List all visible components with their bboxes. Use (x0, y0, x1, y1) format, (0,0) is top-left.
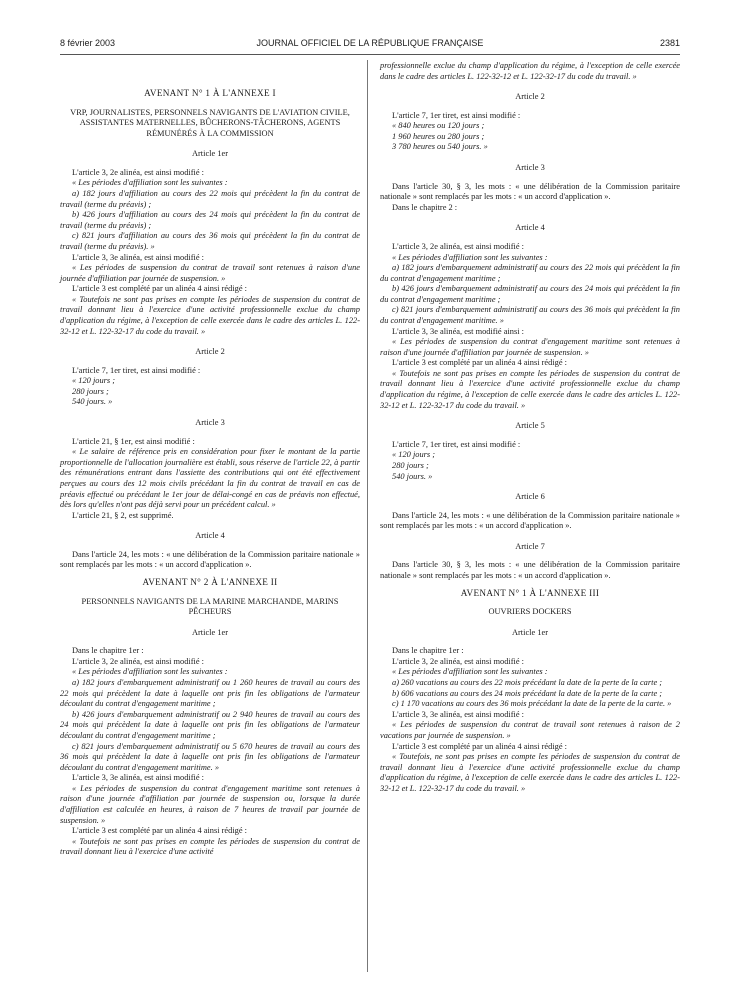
paragraph: « Le salaire de référence pris en considération pour fixer le montant de la partie proportionnelle de l'allocation journalière est établi, sous réserve de l'article 22, à partir des rémunérations entrant dans l'assiette des contributions qui ont été effectivement perçues au cours des 12 mois civils précédant la fin du contrat de travail en cas de préavis effectué ou précédant le 1er jour de délai-congé en cas de préavis non effectué, dès lors qu'elles n'ont pas déjà servi pour un précédent calcul. » (60, 447, 360, 510)
paragraph: L'article 3, 3e alinéa, est ainsi modifié : (72, 252, 204, 262)
publication-date: 8 février 2003 (60, 38, 116, 48)
paragraph: c) 821 jours d'embarquement administratif au cours des 36 mois qui précèdent la fin du contrat d'engagement maritime. » (380, 305, 680, 325)
paragraph: L'article 3, 2e alinéa, est ainsi modifié : (72, 167, 204, 177)
paragraph: L'article 3 est complété par un alinéa 4 ainsi rédigé : (392, 741, 567, 751)
header-rule (60, 54, 680, 55)
paragraph: « Toutefois ne sont pas prises en compte les périodes de suspension du contrat de travail donnant lieu à l'exercice d'une activité (60, 836, 360, 857)
paragraph: L'article 3, 2e alinéa, est ainsi modifié : (72, 656, 204, 666)
paragraph: b) 606 vacations au cours des 24 mois précédant la date de la perte de la carte ; (392, 688, 663, 698)
paragraph: « Les périodes de suspension du contrat d'engagement maritime sont retenues à raison d'une journée d'affiliation par journée de suspension. » (380, 337, 680, 357)
paragraph: a) 182 jours d'embarquement administratif ou 1 260 heures de travail au cours des 22 mois qui précèdent la date à laquelle ont pris fin les obligations de l'armateur découlant du contrat d'engagement maritime ; (60, 678, 360, 709)
paragraph: Dans l'article 30, § 3, les mots : « une délibération de la Commission paritaire nationale » sont remplacés par les mots : « un accord d'application ». (380, 181, 680, 202)
paragraph: L'article 3 est complété par un alinéa 4 ainsi rédigé : (392, 358, 567, 368)
paragraph: Dans l'article 24, les mots : « une délibération de la Commission paritaire nationale » sont remplacés par les mots : « un accord d'application ». (380, 510, 680, 531)
paragraph: a) 260 vacations au cours des 22 mois précédant la date de la perte de la carte ; (392, 678, 663, 688)
paragraph: L'article 21, § 1er, est ainsi modifié : (72, 436, 195, 446)
article-title: Article 3 (515, 163, 545, 173)
article-title: Article 5 (515, 421, 545, 431)
paragraph: « Toutefois ne sont pas prises en compte les périodes de suspension du contrat de travail donnant lieu à l'exercice d'une activité professionnelle exclue du champ d'application du régime, à l'exception de celle exercée dans le cadre des articles L. 122-32-12 et L. 122-32-17 du code du travail. » (380, 368, 680, 410)
paragraph: Dans le chapitre 2 : (392, 202, 458, 212)
paragraph: L'article 3, 3e alinéa, est ainsi modifié : (72, 773, 204, 783)
avenant-title: AVENANT N° 1 À L'ANNEXE III (460, 587, 600, 598)
avenant-heading: OUVRIERS DOCKERS (488, 607, 572, 617)
paragraph: 1 960 heures ou 280 jours ; (392, 131, 485, 141)
journal-title: JOURNAL OFFICIEL DE LA RÉPUBLIQUE FRANÇAISE (256, 38, 484, 48)
paragraph: b) 426 jours d'embarquement administratif au cours des 24 mois qui précèdent la fin du contrat d'engagement maritime ; (380, 284, 680, 304)
paragraph: c) 1 170 vacations au cours des 36 mois précédant la date de la perte de la carte. » (392, 699, 672, 709)
paragraph: L'article 21, § 2, est supprimé. (72, 510, 174, 520)
paragraph: « 120 jours ; (392, 450, 436, 460)
paragraph: 540 jours. » (392, 471, 433, 481)
paragraph: « Les périodes de suspension du contrat de travail sont retenues à raison d'une journée d'affiliation par journée de suspension. » (60, 263, 360, 283)
article-title: Article 4 (195, 531, 225, 541)
page-number: 2381 (659, 38, 680, 48)
paragraph: L'article 3 est complété par un alinéa 4 ainsi rédigé : (72, 826, 247, 836)
right-column (380, 61, 680, 794)
paragraph: b) 426 jours d'embarquement administratif ou 2 940 heures de travail au cours des 24 mois qui précèdent la date à laquelle ont pris fin les obligations de l'armateur découlant du contrat d'engagement maritime ; (60, 709, 360, 740)
paragraph: c) 821 jours d'affiliation au cours des 36 mois qui précèdent la fin du contrat de travail (terme du préavis). » (60, 231, 360, 251)
paragraph: « Les périodes d'affiliation sont les suivantes : (392, 252, 548, 262)
paragraph: « Les périodes d'affiliation sont les suivantes : (392, 667, 548, 677)
paragraph: « 120 jours ; (72, 376, 116, 386)
article-title: Article 7 (515, 541, 545, 551)
avenant-heading: VRP, JOURNALISTES, PERSONNELS NAVIGANTS DE L'AVIATION CIVILE, ASSISTANTES MATERNELLES, BÛCHERONS-TÂCHERONS, AGENTS RÉMUNÉRÉS À LA COMMISSION (70, 107, 350, 138)
paragraph: professionnelle exclue du champ d'application du régime, à l'exception de celle exercée dans le cadre des articles L. 122-32-12 et L. 122-32-17 du code du travail. » (380, 61, 680, 81)
paragraph: L'article 3, 3e alinéa, est ainsi modifié : (392, 709, 524, 719)
paragraph: « 840 heures ou 120 jours ; (392, 121, 485, 131)
paragraph: L'article 7, 1er tiret, est ainsi modifié : (392, 110, 521, 120)
article-title: Article 4 (515, 223, 545, 233)
paragraph: b) 426 jours d'affiliation au cours des 24 mois qui précèdent la fin du contrat de travail (terme du préavis) ; (60, 210, 360, 230)
paragraph: 540 jours. » (72, 397, 113, 407)
paragraph: « Les périodes d'affiliation sont les suivantes : (72, 667, 228, 677)
column-divider (367, 60, 368, 972)
paragraph: L'article 3, 3e alinéa, est modifié ainsi : (392, 326, 524, 336)
article-title: Article 1er (511, 627, 549, 637)
paragraph: L'article 7, 1er tiret, est ainsi modifié : (72, 365, 201, 375)
article-title: Article 6 (515, 492, 545, 502)
paragraph: L'article 3, 2e alinéa, est ainsi modifié : (392, 656, 524, 666)
article-title: Article 2 (195, 347, 225, 357)
article-title: Article 1er (191, 627, 229, 637)
paragraph: c) 821 jours d'embarquement administratif ou 5 670 heures de travail au cours des 36 mois qui précèdent la date à laquelle ont pris fin les obligations de l'armateur découlant du contrat d'engagement maritime. » (60, 741, 360, 772)
avenant-title: AVENANT N° 2 À L'ANNEXE II (142, 576, 278, 587)
paragraph: Dans le chapitre 1er : (72, 646, 144, 656)
paragraph: « Les périodes d'affiliation sont les suivantes : (72, 178, 228, 188)
paragraph: L'article 3 est complété par un alinéa 4 ainsi rédigé : (72, 284, 247, 294)
paragraph: « Les périodes de suspension du contrat d'engagement maritime sont retenues à raison d'une journée d'affiliation par journée de suspension ou, lorsque la durée d'affiliation est calculée en heures, à raison de 7 heures de travail par journée de suspension. » (60, 783, 360, 825)
paragraph: Dans l'article 24, les mots : « une délibération de la Commission paritaire nationale » sont remplacés par les mots : « un accord d'application ». (60, 549, 360, 570)
article-title: Article 2 (515, 92, 545, 102)
paragraph: 280 jours ; (72, 386, 109, 396)
paragraph: Dans le chapitre 1er : (392, 646, 464, 656)
left-column (60, 88, 360, 858)
paragraph: « Les périodes de suspension du contrat de travail sont retenues à raison de 2 vacations par journée de suspension. » (380, 720, 680, 740)
paragraph: L'article 7, 1er tiret, est ainsi modifié : (392, 439, 521, 449)
paragraph: Dans l'article 30, § 3, les mots : « une délibération de la Commission paritaire nationale » sont remplacés par les mots : « un accord d'application ». (380, 560, 680, 580)
paragraph: « Toutefois ne sont pas prises en compte les périodes de suspension du contrat de travail donnant lieu à l'exercice d'une activité professionnelle exclue du champ d'application du régime, à l'exception de celle exercée dans le cadre des articles L. 122-32-12 et L. 122-32-17 du code du travail. » (60, 294, 360, 336)
paragraph: a) 182 jours d'embarquement administratif au cours des 22 mois qui précèdent la fin du contrat d'engagement maritime ; (380, 263, 680, 283)
page-header (60, 38, 680, 52)
avenant-title: AVENANT N° 1 À L'ANNEXE I (144, 88, 276, 98)
paragraph: a) 182 jours d'affiliation au cours des 22 mois qui précèdent la fin du contrat de travail (terme du préavis) ; (60, 189, 360, 209)
paragraph: L'article 3, 2e alinéa, est ainsi modifié : (392, 241, 524, 251)
paragraph: 280 jours ; (392, 460, 429, 470)
article-title: Article 1er (191, 149, 229, 159)
paragraph: « Toutefois, ne sont pas prises en compte les périodes de suspension du contrat de travail donnant lieu à l'exercice d'une activité professionnelle exclue du champ d'application du régime, à l'exception de celle exercée dans le cadre des articles L. 122-32-12 et L. 122-32-17 du code du travail. » (380, 752, 680, 793)
paragraph: 3 780 heures ou 540 jours. » (392, 142, 488, 152)
article-title: Article 3 (195, 418, 225, 428)
avenant-heading: PERSONNELS NAVIGANTS DE LA MARINE MARCHANDE, MARINS PÊCHEURS (81, 596, 339, 617)
